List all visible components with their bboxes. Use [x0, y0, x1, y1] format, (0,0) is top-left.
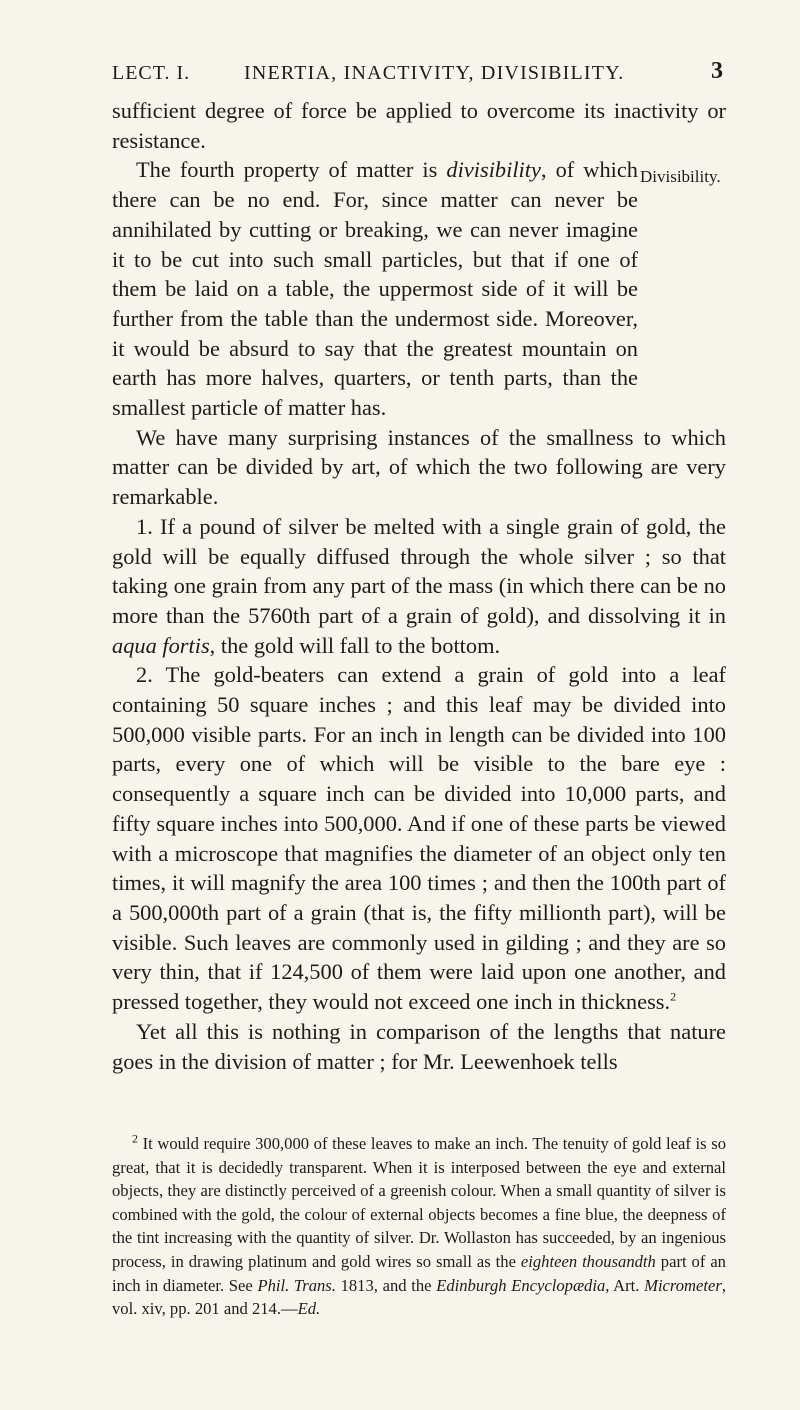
paragraph-divisibility: [112, 155, 726, 422]
paragraph-text: sufficient degree of force be applied to overcome its inactivity or resistance.: [112, 98, 726, 153]
footnote-segment: , vol. xiv, pp. 201 and 214.—: [112, 1275, 726, 1319]
footnote-citation: Micrometer: [644, 1275, 722, 1295]
footnote-segment: It would require 300,000 of these leaves to make an inch. The tenuity of gold leaf is so great, that it is decidedly transparent. When it is interposed between the eye and external objects, they are distinctly perceived of a greenish colour. When a small quantity of silver is combined with the gold, the colour of external objects becomes a fine blue, the deepness of the tint increasing with the quantity of silver. Dr. Wollaston has succeeded, by an ingenious process, in drawing platinum and gold wires so small as the: [112, 1134, 726, 1271]
running-header: [112, 58, 724, 92]
main-text: [112, 96, 726, 1076]
footnote-segment: 1813, and the: [335, 1275, 437, 1295]
paragraph-text: , the gold will fall to the bottom.: [209, 632, 501, 658]
emphasis-divisibility: divisibility: [446, 157, 541, 183]
footnote-segment: , Art.: [605, 1275, 645, 1295]
header-lecture: LECT. I.: [112, 62, 191, 84]
page-number: 3: [711, 58, 724, 84]
paragraph-text: 1. If a pound of silver be melted with a single grain of gold, the gold will be equally diffused through the whole silver ; so that taking one grain from any part of the mass (in which there can be no more than the 5760th part of a grain of gold), and dissolving it in: [112, 513, 726, 628]
header-title: INERTIA, INACTIVITY, DIVISIBILITY.: [244, 62, 625, 84]
marginal-note: Divisibility.: [640, 167, 721, 186]
paragraph-text: We have many surprising instances of the smallness to which matter can be divided by art, of which the two following are very remarkable.: [112, 424, 726, 510]
footnote-text: [112, 1132, 726, 1321]
footnote-citation: Edinburgh Encyclopædia: [436, 1275, 606, 1295]
footnote-citation: Phil. Trans.: [257, 1275, 336, 1295]
paragraph-instances: [112, 423, 726, 512]
paragraph-continuation: [112, 96, 726, 155]
footnote-emphasis: eighteen thousandth: [520, 1251, 656, 1271]
emphasis-aqua-fortis: aqua fortis: [112, 632, 210, 658]
footnote-segment: part of an inch in diameter. See: [112, 1251, 726, 1295]
paragraph-text: 2. The gold-beaters can extend a grain of gold into a leaf containing 50 square inches ; and this leaf may be divided into 500,000 visible parts. For an inch in length can be divided into 100 parts, every one of which will be visible to the bare eye : consequently a square inch can be divided into 10,000 parts, and fifty square inches into 500,000. And if one of these parts be viewed with a microscope that magnifies the diameter of an object only ten times, it will magnify the area 100 times ; and then the 100th part of a 500,000th part of a grain (that is, the fifty millionth part), will be visible. Such leaves are commonly used in gilding ; and they are so very thin, that if 124,500 of them were laid upon one another, and pressed together, they would not exceed one inch in thickness.: [112, 662, 726, 1015]
footnote-editor-mark: Ed.: [297, 1299, 321, 1319]
paragraph-example-2: [112, 660, 726, 1016]
paragraph-example-1: [112, 512, 726, 661]
footnote-reference[interactable]: 2: [670, 989, 677, 1004]
paragraph-text: , of which there can be no end. For, since matter can never be annihilated by cutting or breaking, we can never imagine it to be cut into such small particles, but that if one of them be laid on a table, the uppermost side of it will be further from the table than the undermost side. Moreover, it would be absurd to say that the greatest mountain on earth has more halves, quarters, or tenth parts, than the smallest particle of matter has.: [112, 157, 638, 421]
paragraph-leewenhoek: [112, 1017, 726, 1076]
footnote: [112, 1132, 726, 1321]
paragraph-text: Yet all this is nothing in comparison of the lengths that nature goes in the division of matter ; for Mr. Leewenhoek tells: [112, 1018, 726, 1074]
footnote-marker: 2: [132, 1131, 138, 1146]
paragraph-text: The fourth property of matter is: [136, 157, 447, 183]
